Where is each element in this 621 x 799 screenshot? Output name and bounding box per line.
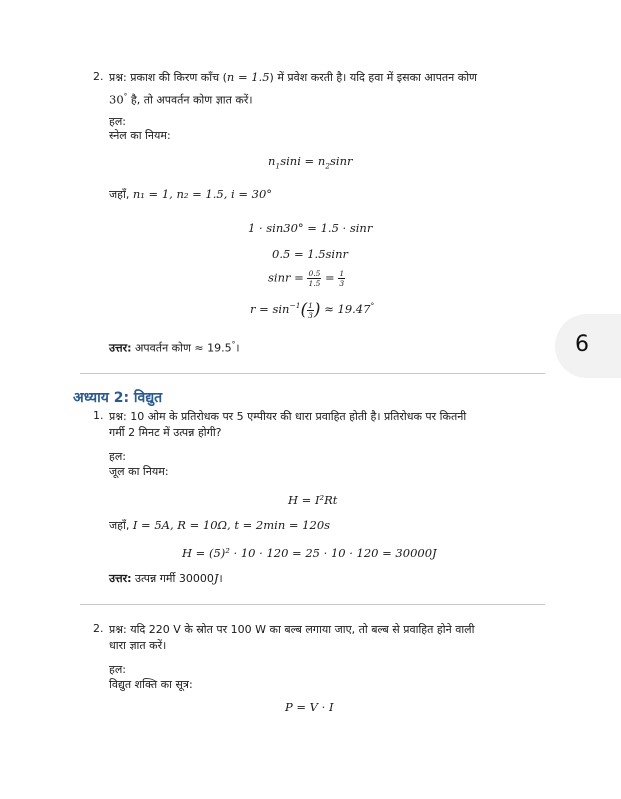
snell-law-formula: $n_1\sin i = n_2\sin r$ <box>268 154 353 171</box>
question-text-line2-body: है, तो अपवर्तन कोण ज्ञात करें। <box>130 93 253 107</box>
chapter-title: अध्याय 2: विद्युत <box>73 390 163 406</box>
where-line <box>109 187 272 202</box>
answer-label: उत्तर: <box>109 572 132 585</box>
question-text-line2: 30° है, तो अपवर्तन कोण ज्ञात करें। <box>109 92 253 107</box>
answer-line <box>109 571 223 586</box>
page-number: 6 <box>575 332 589 357</box>
step-4: $r = \sin^{-1}$( $\frac{1}{3}$ ) ≈ 19.47° <box>250 300 375 320</box>
page-number-badge <box>555 314 621 378</box>
question-text-line2: धारा ज्ञात करें। <box>109 639 167 652</box>
step-1: 1 · sin30° = 1.5 · sinr <box>248 221 373 235</box>
step4-numerator: 1 <box>308 300 313 310</box>
step3-numerator-2: 1 <box>339 269 345 278</box>
question-text <box>109 70 477 85</box>
fraction-1-over-3 <box>338 269 345 288</box>
step4-lhs: r = sin <box>250 302 290 316</box>
question-text-part-a: प्रश्न: प्रकाश की किरण काँच ( <box>109 71 227 84</box>
answer-end: । <box>218 572 223 585</box>
where-values: n₁ = 1, n₂ = 1.5, i = 30° <box>132 187 273 201</box>
answer-label: उत्तर: <box>109 341 132 355</box>
where-values: I = 5A, R = 10Ω, t = 2min = 120s <box>132 518 331 532</box>
question-divider <box>80 604 545 605</box>
solution-label: हल: <box>109 663 127 676</box>
question-number: 2. <box>93 70 104 83</box>
solution-label: हल: <box>109 115 127 128</box>
joule-law-formula: H = I²Rt <box>288 493 338 507</box>
answer-text: अपवर्तन कोण ≈ 19.5 <box>135 341 232 355</box>
law-label: स्नेल का नियम: <box>109 129 171 142</box>
answer-text: उत्पन्न गर्मी 30000 <box>135 572 214 585</box>
incidence-angle: 30 <box>109 92 124 107</box>
question-number: 1. <box>93 409 104 422</box>
where-label: जहाँ, <box>109 188 130 201</box>
step4-exponent: −1 <box>289 301 301 311</box>
fraction-1-over-3-inverse <box>307 301 314 320</box>
answer-unit: J <box>213 571 219 585</box>
question-text-part-b: ) में प्रवेश करती है। यदि हवा में इसका आपतन कोण <box>269 71 478 84</box>
step3-equals: = <box>325 270 335 285</box>
step3-lhs: sinr = <box>268 270 304 285</box>
where-line <box>109 518 330 533</box>
step4-rhs: ≈ 19.47 <box>324 302 371 316</box>
step3-numerator: 0.5 <box>308 269 321 278</box>
question-number: 2. <box>93 622 104 635</box>
where-label: जहाँ, <box>109 519 130 532</box>
solution-label: हल: <box>109 450 127 463</box>
step-2: 0.5 = 1.5sinr <box>272 247 349 261</box>
answer-line: उत्तर: अपवर्तन कोण ≈ 19.5°। <box>109 340 240 355</box>
power-formula: P = V · I <box>285 700 334 714</box>
step3-denominator: 1.5 <box>308 279 321 288</box>
question-text: प्रश्न: यदि 220 V के स्रोत पर 100 W का बल्ब लगाया जाए, तो बल्ब से प्रवाहित होने वाली <box>109 623 475 636</box>
law-label: विद्युत शक्ति का सूत्र: <box>109 678 193 691</box>
question-refractive-index: n = 1.5 <box>226 70 270 84</box>
question-text: प्रश्न: 10 ओम के प्रतिरोधक पर 5 एम्पीयर की धारा प्रवाहित होती है। प्रतिरोधक पर कितनी <box>109 410 467 423</box>
section-divider <box>80 373 545 374</box>
heat-calculation: H = (5)² · 10 · 120 = 25 · 10 · 120 = 30000J <box>182 546 437 560</box>
step-3 <box>268 269 345 288</box>
answer-end: । <box>235 341 240 355</box>
question-text-line2: गर्मी 2 मिनट में उत्पन्न होगी? <box>109 426 222 439</box>
fraction-0.5-over-1.5 <box>307 269 321 288</box>
step3-denominator-2: 3 <box>339 279 345 288</box>
step4-denominator: 3 <box>308 310 313 320</box>
law-label: जूल का नियम: <box>109 465 169 478</box>
